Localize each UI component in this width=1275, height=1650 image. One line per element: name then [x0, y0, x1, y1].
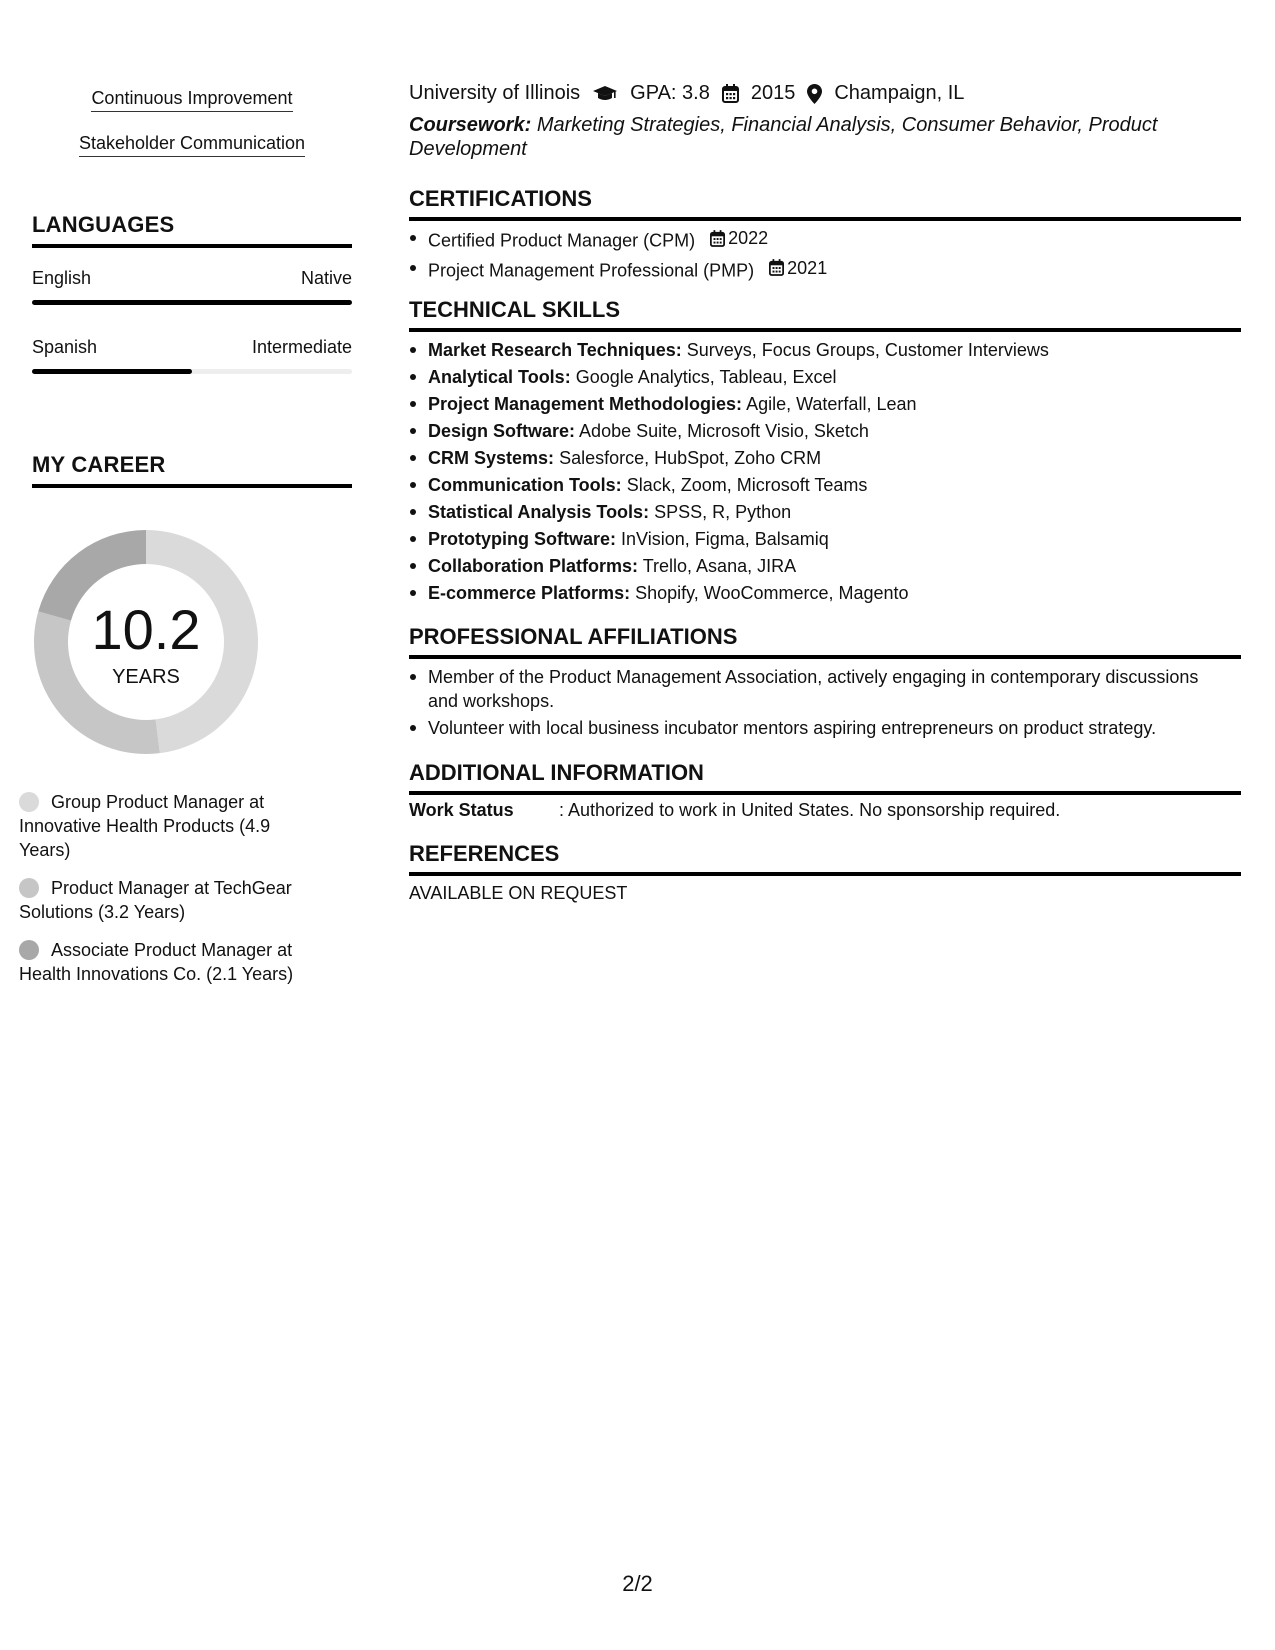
career-donut-chart — [34, 530, 258, 754]
career-role-label: Group Product Manager at Innovative Health Products (4.9 Years) — [19, 792, 271, 860]
certification-item — [409, 256, 1241, 283]
language-name: Spanish — [32, 337, 98, 357]
location-pin-icon — [807, 84, 822, 104]
certification-item — [409, 226, 1241, 253]
certification-year: 2021 — [787, 257, 828, 278]
language-name: English — [32, 268, 92, 288]
calendar-icon — [769, 259, 784, 276]
skill-item — [409, 446, 1241, 470]
skill-item — [409, 419, 1241, 443]
skill-item — [409, 365, 1241, 389]
certification-name: Certified Product Manager (CPM) — [428, 230, 696, 251]
references-text: AVAILABLE ON REQUEST — [409, 883, 628, 903]
certification-date — [769, 256, 827, 280]
legend-dot-icon — [19, 792, 39, 812]
skill-label: Design Software: — [428, 421, 576, 441]
education-school: University of Illinois — [409, 82, 581, 104]
skill-value: Adobe Suite, Microsoft Visio, Sketch — [579, 421, 869, 441]
skill-item — [409, 500, 1241, 524]
skill-label: E-commerce Platforms: — [428, 583, 631, 603]
career-legend-item — [19, 790, 299, 862]
skill-value: Trello, Asana, JIRA — [642, 556, 797, 576]
skill-value: InVision, Figma, Balsamiq — [621, 529, 829, 549]
skill-label: Statistical Analysis Tools: — [428, 502, 650, 522]
skill-value: Salesforce, HubSpot, Zoho CRM — [559, 448, 822, 468]
additional-info-heading: ADDITIONAL INFORMATION — [409, 760, 1241, 795]
career-role-label: Associate Product Manager at Health Innovations Co. (2.1 Years) — [19, 940, 294, 984]
language-level: Intermediate — [251, 337, 352, 357]
skill-label: Prototyping Software: — [428, 529, 616, 549]
skill-item — [409, 473, 1241, 497]
skill-tag — [32, 88, 352, 112]
education-line — [409, 82, 964, 105]
language-proficiency-bar — [32, 369, 352, 374]
certifications-list — [409, 226, 1241, 285]
certification-date — [710, 226, 768, 250]
skill-item — [409, 581, 1241, 605]
graduation-cap-icon — [592, 85, 618, 103]
career-total-value: 10.2 — [91, 598, 201, 661]
career-legend-item — [19, 876, 299, 924]
skill-tag-label: Stakeholder Communication — [79, 133, 305, 157]
education-location: Champaign, IL — [834, 82, 965, 104]
skill-tag-label: Continuous Improvement — [91, 88, 292, 112]
affiliation-item: Volunteer with local business incubator mentors aspiring entrepreneurs on product strategy. — [409, 716, 1199, 740]
coursework-label: Coursework: — [409, 114, 532, 136]
skill-value: Agile, Waterfall, Lean — [746, 394, 917, 414]
career-heading: MY CAREER — [32, 452, 352, 488]
work-status-label: Work Status — [409, 800, 514, 820]
skill-label: Communication Tools: — [428, 475, 622, 495]
languages-heading: LANGUAGES — [32, 212, 352, 248]
education-gpa: GPA: 3.8 — [630, 82, 710, 104]
affiliation-item: Member of the Product Management Association, actively engaging in contemporary discussions and workshops. — [409, 665, 1199, 713]
work-status-row — [409, 800, 1060, 821]
page-number: 2/2 — [622, 1571, 653, 1596]
legend-dot-icon — [19, 940, 39, 960]
skill-item — [409, 392, 1241, 416]
language-proficiency-fill — [32, 300, 352, 305]
career-legend — [19, 790, 299, 1000]
skill-tag — [32, 133, 352, 157]
career-role-label: Product Manager at TechGear Solutions (3.2 Years) — [19, 878, 292, 922]
skill-value: Surveys, Focus Groups, Customer Interviews — [686, 340, 1049, 360]
skill-label: Project Management Methodologies: — [428, 394, 743, 414]
skill-label: Analytical Tools: — [428, 367, 571, 387]
coursework-list: Marketing Strategies, Financial Analysis, Consumer Behavior, Product Development — [409, 114, 1158, 160]
certifications-heading: CERTIFICATIONS — [409, 186, 1241, 221]
skill-value: Slack, Zoom, Microsoft Teams — [626, 475, 868, 495]
language-proficiency-bar — [32, 300, 352, 305]
affiliations-heading: PROFESSIONAL AFFILIATIONS — [409, 624, 1241, 659]
calendar-icon — [710, 230, 725, 247]
references-heading: REFERENCES — [409, 841, 1241, 876]
skill-value: Shopify, WooCommerce, Magento — [635, 583, 909, 603]
technical-skills-list — [409, 338, 1241, 608]
language-proficiency-fill — [32, 369, 192, 374]
language-level: Native — [300, 268, 352, 288]
skill-item — [409, 527, 1241, 551]
skill-label: Market Research Techniques: — [428, 340, 682, 360]
skill-label: Collaboration Platforms: — [428, 556, 639, 576]
calendar-icon — [722, 84, 739, 103]
work-status-value: : Authorized to work in United States. No sponsorship required. — [559, 800, 1061, 820]
skill-label: CRM Systems: — [428, 448, 555, 468]
certification-name: Project Management Professional (PMP) — [428, 260, 755, 280]
education-year: 2015 — [750, 82, 796, 104]
affiliations-list — [409, 665, 1199, 743]
certification-year: 2022 — [728, 228, 769, 248]
technical-skills-heading: TECHNICAL SKILLS — [409, 297, 1241, 332]
legend-dot-icon — [19, 878, 39, 898]
career-legend-item — [19, 938, 299, 986]
career-total-unit: YEARS — [112, 666, 180, 688]
skill-item — [409, 338, 1241, 362]
education-coursework — [409, 113, 1169, 161]
skill-item — [409, 554, 1241, 578]
skill-value: Google Analytics, Tableau, Excel — [575, 367, 837, 387]
skill-value: SPSS, R, Python — [654, 502, 792, 522]
